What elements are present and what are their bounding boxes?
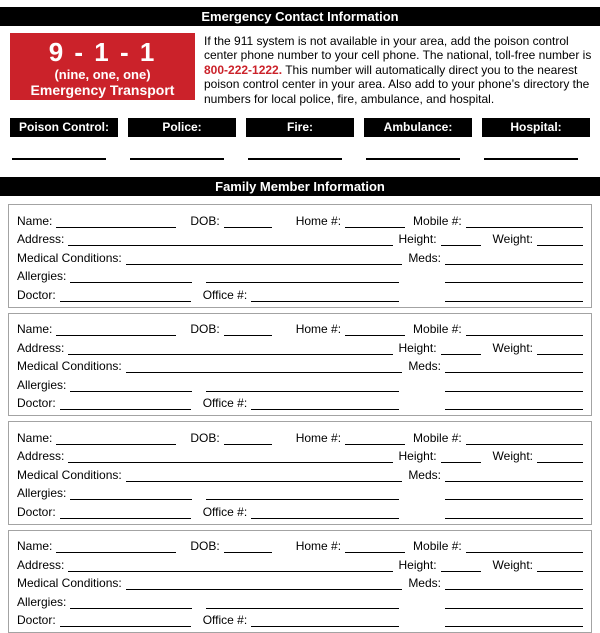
top-section (10, 33, 597, 114)
weight-label: Weight: (492, 557, 533, 572)
weight-label: Weight: (492, 232, 533, 247)
dob-field-line (224, 215, 272, 228)
mobile-phone-label: Mobile #: (413, 213, 462, 228)
height-field-line (441, 450, 481, 463)
allergies-field-line (70, 596, 192, 609)
family-section-title: Family Member Information (215, 179, 385, 195)
instructions-paragraph (204, 33, 597, 106)
allergies-continuation-line (206, 487, 399, 500)
doctor-label: Doctor: (17, 613, 56, 628)
office-phone-field-line (251, 506, 399, 519)
height-label: Height: (398, 557, 437, 572)
member-row-doctor (17, 609, 583, 628)
allergies-field-line (70, 487, 192, 500)
name-field-line (56, 323, 176, 336)
member-row-allergies (17, 590, 583, 609)
meds-continuation-line-1 (445, 379, 583, 392)
dob-field-line (224, 432, 272, 445)
meds-continuation-line-1 (445, 270, 583, 283)
home-phone-label: Home #: (295, 213, 342, 228)
address-field-line (68, 450, 392, 463)
mobile-phone-label: Mobile #: (413, 539, 462, 554)
doctor-field-line (60, 506, 191, 519)
doctor-field-line (60, 397, 191, 410)
height-label: Height: (398, 232, 437, 247)
mobile-phone-label: Mobile #: (413, 430, 462, 445)
home-phone-field-line (345, 432, 405, 445)
hospital-label-box: Hospital: (482, 118, 590, 137)
height-field-line (441, 233, 481, 246)
name-field-line (56, 540, 176, 553)
member-row-address (17, 336, 583, 355)
ambulance-cell (364, 137, 472, 160)
member-row-medical (17, 246, 583, 265)
medical-conditions-label: Medical Conditions: (17, 576, 122, 591)
home-phone-field-line (345, 540, 405, 553)
fire-field-line (248, 137, 342, 160)
allergies-label: Allergies: (17, 377, 67, 392)
name-field-line (56, 432, 176, 445)
allergies-label: Allergies: (17, 594, 67, 609)
office-phone-label: Office #: (202, 613, 248, 628)
member-row-name (17, 535, 583, 554)
weight-field-line (537, 233, 583, 246)
height-label: Height: (398, 449, 437, 464)
allergies-field-line (70, 270, 192, 283)
instructions-text-continued: This number will automatically direct you to the nearest poison control center in your area. Also add to your phone’s directory the numbers for local police, fire, ambulance, and hospital. (204, 62, 590, 106)
poison-control-field-line (12, 137, 106, 160)
meds-field-line (445, 360, 583, 373)
office-phone-field-line (251, 289, 399, 302)
poison-control-cell (10, 137, 118, 160)
mobile-phone-field-line (466, 432, 583, 445)
weight-field-line (537, 450, 583, 463)
ambulance-label-box: Ambulance: (364, 118, 472, 137)
dob-field-line (224, 323, 272, 336)
doctor-field-line (60, 289, 191, 302)
meds-field-line (445, 577, 583, 590)
dob-label: DOB: (190, 322, 220, 337)
emergency-section-title: Emergency Contact Information (201, 9, 399, 24)
home-phone-field-line (345, 323, 405, 336)
member-row-name (17, 209, 583, 228)
allergies-label: Allergies: (17, 486, 67, 501)
member-row-doctor (17, 392, 583, 411)
family-members-list (8, 204, 592, 633)
address-label: Address: (17, 232, 65, 247)
emergency-contacts-blank-lines (10, 137, 590, 160)
hospital-cell (482, 137, 590, 160)
meds-continuation-line-2 (445, 614, 583, 627)
medical-conditions-field-line (126, 469, 403, 482)
allergies-label: Allergies: (17, 269, 67, 284)
doctor-field-line (60, 614, 191, 627)
address-label: Address: (17, 557, 65, 572)
medical-conditions-field-line (126, 577, 403, 590)
member-row-address (17, 553, 583, 572)
member-row-name (17, 318, 583, 337)
address-field-line (68, 559, 392, 572)
medical-conditions-label: Medical Conditions: (17, 359, 122, 374)
911-system-label: Emergency Transport System (30, 82, 175, 114)
address-label: Address: (17, 340, 65, 355)
meds-continuation-line-2 (445, 289, 583, 302)
office-phone-field-line (251, 397, 399, 410)
office-phone-field-line (251, 614, 399, 627)
meds-continuation-line-2 (445, 506, 583, 519)
mobile-phone-label: Mobile #: (413, 322, 462, 337)
member-row-allergies (17, 373, 583, 392)
member-row-doctor (17, 500, 583, 519)
family-member-block (8, 313, 592, 417)
member-row-address (17, 228, 583, 247)
height-field-line (441, 342, 481, 355)
mobile-phone-field-line (466, 540, 583, 553)
meds-label: Meds: (408, 359, 441, 374)
weight-field-line (537, 342, 583, 355)
medical-conditions-field-line (126, 360, 403, 373)
police-label-box: Police: (128, 118, 236, 137)
meds-label: Meds: (408, 250, 441, 265)
member-row-medical (17, 463, 583, 482)
family-section-header (0, 177, 600, 196)
meds-label: Meds: (408, 467, 441, 482)
office-phone-label: Office #: (202, 396, 248, 411)
allergies-continuation-line (206, 379, 399, 392)
member-row-allergies (17, 265, 583, 284)
medical-conditions-field-line (126, 252, 403, 265)
meds-field-line (445, 252, 583, 265)
meds-continuation-line-1 (445, 596, 583, 609)
hospital-field-line (484, 137, 578, 160)
dob-field-line (224, 540, 272, 553)
ambulance-field-line (366, 137, 460, 160)
police-field-line (130, 137, 224, 160)
doctor-label: Doctor: (17, 396, 56, 411)
meds-field-line (445, 469, 583, 482)
home-phone-label: Home #: (295, 539, 342, 554)
instructions-text: If the 911 system is not available in your area, add the poison control center phone number to your cell phone. The national, toll-free number is (204, 34, 592, 63)
family-member-block (8, 530, 592, 633)
emergency-section-header (0, 7, 600, 26)
member-row-allergies (17, 482, 583, 501)
medical-conditions-label: Medical Conditions: (17, 250, 122, 265)
allergies-field-line (70, 379, 192, 392)
height-field-line (441, 559, 481, 572)
meds-label: Meds: (408, 576, 441, 591)
dob-label: DOB: (190, 539, 220, 554)
family-member-block (8, 204, 592, 308)
dob-label: DOB: (190, 213, 220, 228)
member-row-medical (17, 572, 583, 591)
911-number: 9 - 1 - 1 (48, 37, 157, 67)
dob-label: DOB: (190, 430, 220, 445)
mobile-phone-field-line (466, 323, 583, 336)
allergies-continuation-line (206, 270, 399, 283)
height-label: Height: (398, 340, 437, 355)
911-phonetic: (nine, one, one) (54, 67, 151, 82)
member-row-name (17, 426, 583, 445)
address-label: Address: (17, 449, 65, 464)
address-field-line (68, 233, 392, 246)
office-phone-label: Office #: (202, 287, 248, 302)
family-member-block (8, 421, 592, 525)
fire-cell (246, 137, 354, 160)
member-row-doctor (17, 283, 583, 302)
member-row-address (17, 445, 583, 464)
police-cell (128, 137, 236, 160)
weight-field-line (537, 559, 583, 572)
doctor-label: Doctor: (17, 504, 56, 519)
doctor-label: Doctor: (17, 287, 56, 302)
meds-continuation-line-1 (445, 487, 583, 500)
fire-label-box: Fire: (246, 118, 354, 137)
name-label: Name: (17, 539, 53, 554)
poison-control-phone-number: 800-222-1222. (204, 62, 283, 77)
allergies-continuation-line (206, 596, 399, 609)
medical-conditions-label: Medical Conditions: (17, 467, 122, 482)
address-field-line (68, 342, 392, 355)
emergency-contacts-row (10, 118, 590, 137)
meds-continuation-line-2 (445, 397, 583, 410)
name-label: Name: (17, 213, 53, 228)
name-field-line (56, 215, 176, 228)
poison-control-label-box: Poison Control: (10, 118, 118, 137)
office-phone-label: Office #: (202, 504, 248, 519)
weight-label: Weight: (492, 340, 533, 355)
weight-label: Weight: (492, 449, 533, 464)
name-label: Name: (17, 430, 53, 445)
911-red-box (10, 33, 195, 114)
mobile-phone-field-line (466, 215, 583, 228)
home-phone-label: Home #: (295, 430, 342, 445)
home-phone-label: Home #: (295, 322, 342, 337)
member-row-medical (17, 355, 583, 374)
home-phone-field-line (345, 215, 405, 228)
name-label: Name: (17, 322, 53, 337)
